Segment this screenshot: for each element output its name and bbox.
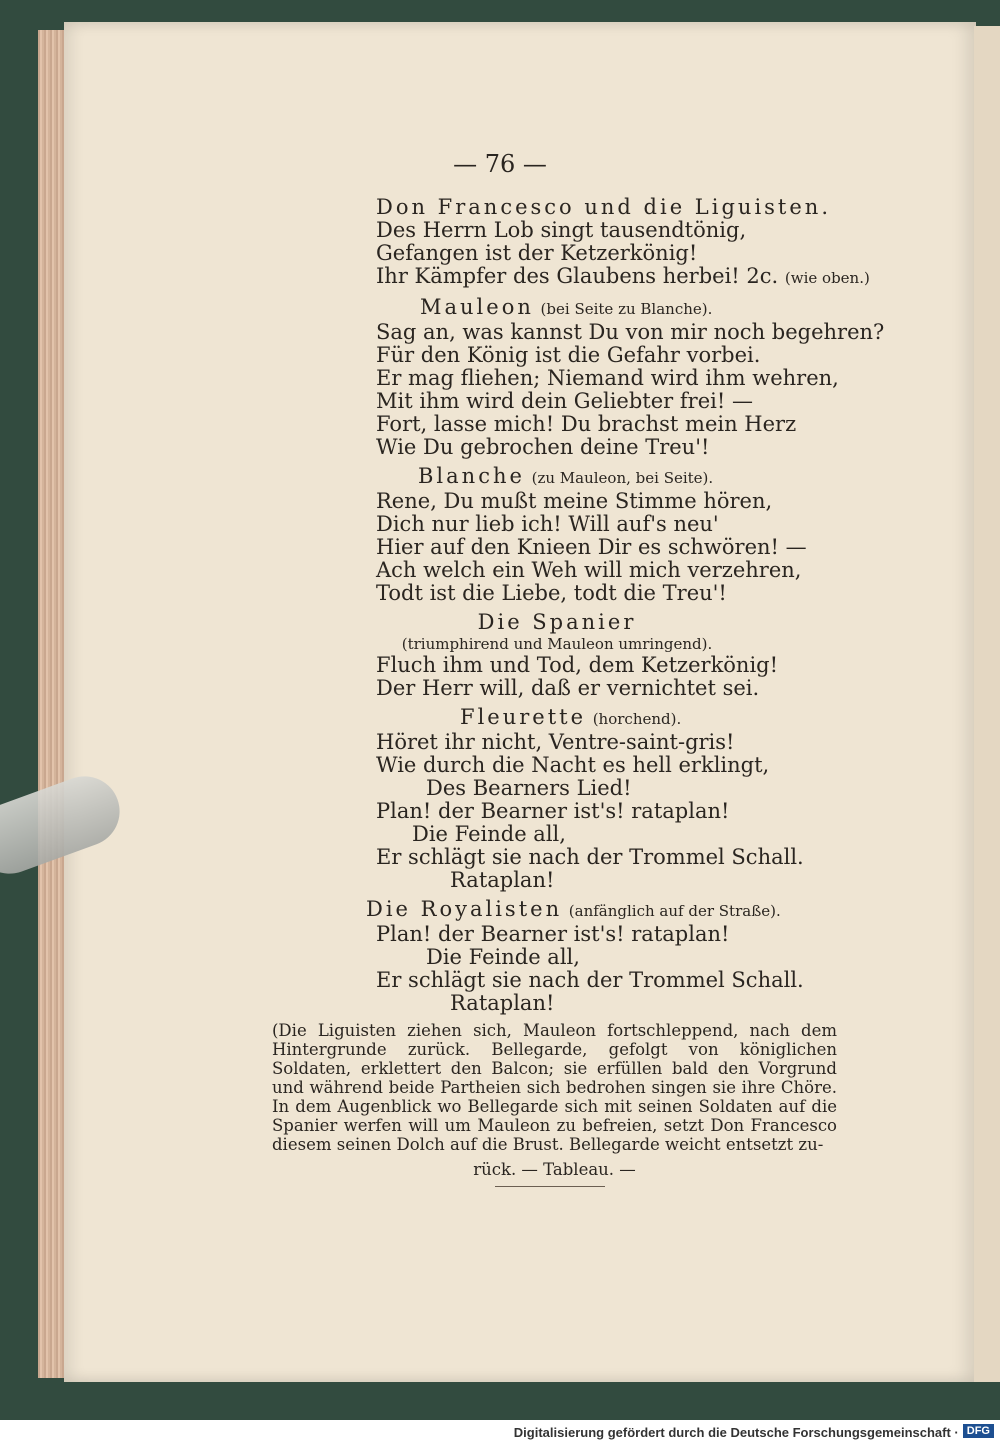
verse-line: Plan! der Bearner ist's! rataplan! bbox=[376, 799, 730, 823]
speaker-name: Fleurette bbox=[460, 705, 587, 729]
verse-block bbox=[376, 731, 842, 892]
verse-line: Ach welch ein Weh will mich verzehren, bbox=[376, 558, 802, 582]
footer-bar bbox=[0, 1420, 1000, 1444]
verse-line: Fort, lasse mich! Du brachst mein Herz bbox=[376, 412, 797, 436]
speaker-name: Mauleon bbox=[420, 295, 534, 319]
footer-text: Digitalisierung gefördert durch die Deutsche Forschungsgemeinschaft · bbox=[513, 1425, 959, 1440]
speaker-direction: (horchend). bbox=[592, 710, 682, 728]
speaker-heading bbox=[420, 296, 842, 321]
verse-block bbox=[376, 490, 842, 605]
speaker-name: Die Royalisten bbox=[366, 897, 563, 921]
verse-text: Ihr Kämpfer des Glaubens herbei! 2c. bbox=[376, 264, 779, 288]
verse-line: Des Bearners Lied! bbox=[426, 776, 632, 800]
verse-line bbox=[376, 264, 870, 290]
speaker-direction: (anfänglich auf der Straße). bbox=[568, 902, 781, 920]
verse-line: Die Feinde all, bbox=[426, 945, 580, 969]
speaker-name: Blanche bbox=[418, 464, 525, 488]
speaker-direction: (triumphirend und Mauleon umringend). bbox=[401, 635, 713, 653]
verse-line: Rene, Du mußt meine Stimme hören, bbox=[376, 489, 773, 513]
speaker-heading bbox=[418, 465, 842, 490]
verse-line: Er schlägt sie nach der Trommel Schall. bbox=[376, 845, 804, 869]
verse-line: Mit ihm wird dein Geliebter frei! — bbox=[376, 389, 753, 413]
speaker-name: Die Spanier bbox=[477, 610, 637, 634]
verse-block bbox=[376, 654, 842, 700]
speaker-heading bbox=[460, 706, 842, 731]
dfg-logo-icon: DFG bbox=[963, 1424, 994, 1438]
section-divider bbox=[495, 1186, 605, 1187]
verse-line: Rataplan! bbox=[450, 991, 555, 1015]
stage-direction: (Die Liguisten ziehen sich, Mauleon fortschleppend, nach dem Hintergrunde zurück. Bellegarde, gefolgt von königlichen Soldaten, erklettert den Balcon; sie erfüllen bald den Vorgrund und während beide Partheien sich bedrohen singen sie ihre Chöre. In dem Augenblick wo Bellegarde sich mit seinen Soldaten auf die Spanier werfen will um Mauleon zu befreien, setzt Don Francesco diesem seinen Dolch auf die Brust. Bellegarde weicht entsetzt zu- bbox=[272, 1021, 837, 1154]
verse-line: Sag an, was kannst Du von mir noch begehren? bbox=[376, 320, 885, 344]
verse-line: Todt ist die Liebe, todt die Treu'! bbox=[376, 581, 727, 605]
verse-line: Plan! der Bearner ist's! rataplan! bbox=[376, 922, 730, 946]
speaker-heading bbox=[366, 898, 842, 923]
facing-page-edge bbox=[974, 26, 1000, 1382]
page-number: — 76 — bbox=[453, 150, 547, 178]
verse-line: Er mag fliehen; Niemand wird ihm wehren, bbox=[376, 366, 839, 390]
verse-line: Dich nur lieb ich! Will auf's neu' bbox=[376, 512, 719, 536]
verse-line: Rataplan! bbox=[450, 868, 555, 892]
verse-line: Des Herrn Lob singt tausendtönig, bbox=[376, 218, 747, 242]
verse-line: Hier auf den Knieen Dir es schwören! — bbox=[376, 535, 807, 559]
verse-line: Die Feinde all, bbox=[412, 822, 566, 846]
text-content bbox=[272, 195, 885, 1179]
verse-line: Wie Du gebrochen deine Treu'! bbox=[376, 435, 710, 459]
stage-note: (wie oben.) bbox=[784, 269, 870, 287]
verse-block bbox=[376, 923, 842, 1015]
speaker-direction: (zu Mauleon, bei Seite). bbox=[531, 469, 714, 487]
verse-line: Höret ihr nicht, Ventre-saint-gris! bbox=[376, 730, 735, 754]
stage-direction-end: rück. — Tableau. — bbox=[473, 1160, 636, 1179]
verse-line: Für den König ist die Gefahr vorbei. bbox=[376, 343, 761, 367]
speaker-direction: (bei Seite zu Blanche). bbox=[540, 300, 713, 318]
verse-block bbox=[376, 320, 885, 459]
title-line: Don Francesco und die Liguisten. bbox=[376, 195, 831, 219]
verse-line: Gefangen ist der Ketzerkönig! bbox=[376, 241, 698, 265]
verse-line: Fluch ihm und Tod, dem Ketzerkönig! bbox=[376, 653, 779, 677]
verse-line: Er schlägt sie nach der Trommel Schall. bbox=[376, 968, 804, 992]
verse-line: Wie durch die Nacht es hell erklingt, bbox=[376, 753, 770, 777]
verse-block bbox=[376, 218, 870, 290]
verse-line: Der Herr will, daß er vernichtet sei. bbox=[376, 676, 760, 700]
